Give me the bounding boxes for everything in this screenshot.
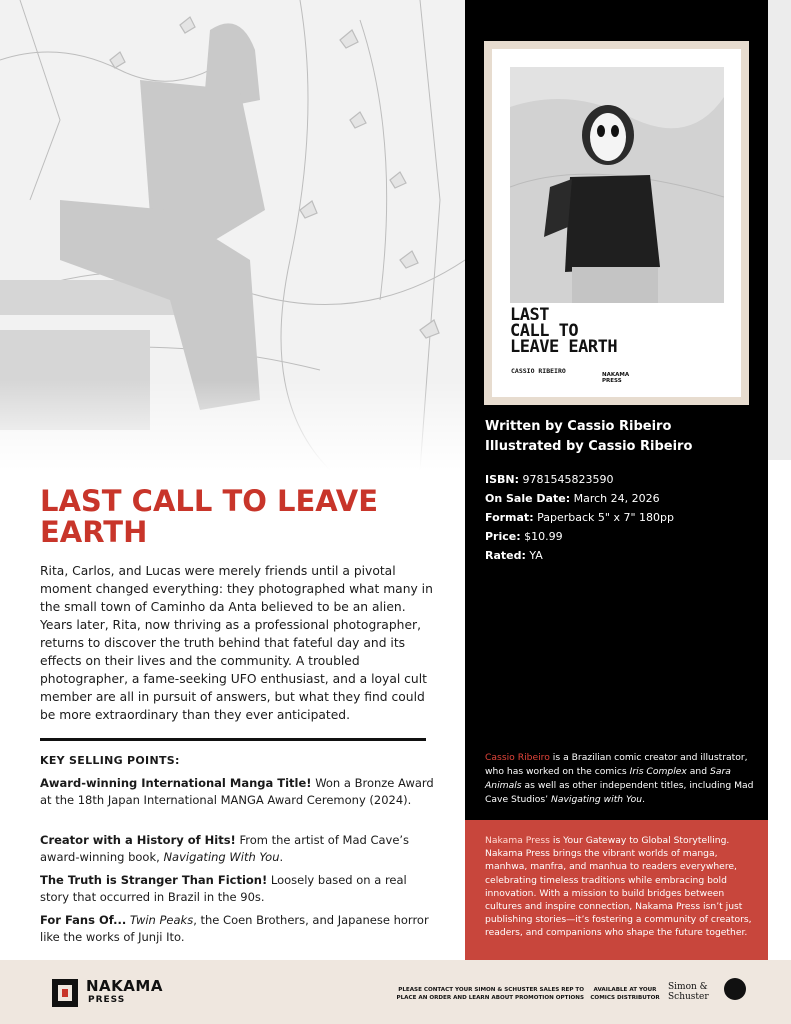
selling-point-lead: Award-winning International Manga Title!	[40, 776, 312, 790]
spec-value: Paperback 5" x 7" 180pp	[537, 511, 674, 524]
selling-point-text: , the Coen Brothers, and Japanese horror like the works of Junji Ito.	[40, 913, 429, 944]
spec-value: YA	[529, 549, 543, 562]
synopsis: Rita, Carlos, and Lucas were merely friends until a pivotal moment changed everything: they photographed what many in the small town of Caminho da Anta believed to be an alien. Years later, Rita, now thriving as a professional photographer, returns to discover the truth behind that fateful day and its effects on their lives and the community. A troubled photographer, a fame-seeking UFO enthusiast, and a loyal cult member are all in pursuit of answers, but what they find could be more extraordinary than they ever anticipated.	[40, 564, 433, 722]
cover-photo	[510, 67, 724, 303]
selling-point	[40, 832, 435, 866]
spec-on-sale-date	[485, 489, 674, 508]
page-title: LAST CALL TO LEAVE EARTH	[40, 484, 379, 549]
divider	[40, 738, 426, 741]
logo-wordmark: NAKAMA	[86, 977, 163, 995]
selling-point-lead: Creator with a History of Hits!	[40, 833, 236, 847]
selling-point-text: Loosely based on a real story that occurred in Brazil in the 90s.	[40, 873, 407, 904]
nakama-logo-mark	[50, 977, 80, 1009]
selling-point-lead: The Truth is Stranger Than Fiction!	[40, 873, 268, 887]
spec-label: On Sale Date:	[485, 492, 571, 505]
bio-text: and	[686, 766, 711, 777]
bio-title: Iris Complex	[629, 766, 687, 777]
bio-text: .	[642, 794, 646, 805]
availability-line: COMICS DISTRIBUTOR	[590, 995, 660, 1001]
spec-value: $10.99	[524, 530, 563, 543]
selling-point	[40, 872, 435, 906]
availability-line: AVAILABLE AT YOUR	[593, 987, 657, 993]
selling-point	[40, 775, 435, 809]
nakama-press-logo	[50, 977, 163, 1013]
book-specs	[485, 470, 674, 565]
spec-label: ISBN:	[485, 473, 520, 486]
cover-logo-line: PRESS	[602, 378, 622, 384]
writer-credit: Written by Cassio Ribeiro	[485, 419, 672, 434]
publisher-name: Nakama Press	[485, 835, 550, 846]
ss-line: Schuster	[668, 992, 709, 1002]
simon-schuster-logo	[668, 982, 709, 1002]
selling-point-text: .	[279, 850, 284, 864]
cover-publisher-logo	[602, 372, 629, 384]
spec-value: March 24, 2026	[573, 492, 660, 505]
credits	[485, 417, 692, 457]
cover-title-line: LEAVE EARTH	[510, 337, 618, 357]
spec-isbn	[485, 470, 674, 489]
logo-subword: PRESS	[88, 995, 126, 1005]
spec-format	[485, 508, 674, 527]
selling-points-heading: KEY SELLING POINTS:	[40, 754, 180, 767]
cover-logo-line: NAKAMA	[602, 372, 630, 378]
distributor-logo-icon	[724, 978, 746, 1000]
bio-title: Navigating with You	[550, 794, 643, 805]
contact-note	[380, 986, 584, 1002]
illustrator-credit: Illustrated by Cassio Ribeiro	[485, 439, 693, 454]
bio-title: Sara Animals	[485, 766, 731, 791]
spec-rated	[485, 546, 674, 565]
selling-point-text: Won a Bronze Award at the 18th Japan International MANGA Award Ceremony (2024).	[40, 776, 434, 807]
cover-page	[492, 49, 741, 397]
selling-point-text: From the artist of Mad Cave’s award-winning book,	[40, 833, 410, 864]
cover-title-line: CALL TO	[510, 321, 579, 341]
hero-fade	[0, 380, 465, 470]
ss-line: Simon &	[668, 982, 708, 992]
bio-text: as well as other independent titles, including Mad Cave Studios’	[485, 780, 754, 805]
spec-price	[485, 527, 674, 546]
contact-line: PLACE AN ORDER AND LEARN ABOUT PROMOTION OPTIONS	[396, 995, 584, 1001]
spec-label: Price:	[485, 530, 521, 543]
cover-title-line: LAST	[510, 305, 549, 325]
bio-text: is a Brazilian comic creator and illustrator, who has worked on the comics	[485, 752, 748, 777]
publisher-about	[485, 834, 755, 940]
publisher-text: is Your Gateway to Global Storytelling. Nakama Press brings the vibrant worlds of manga, manhwa, manfra, and manhua to readers everywhere, celebrating timeless traditions while embracing bold innovation. With a mission to build bridges between cultures and inspire connection, Nakama Press isn’t just publishing stories—it’s fostering a community of creators, readers, and companions who shape the future together.	[485, 835, 752, 939]
cover-title	[510, 307, 617, 355]
availability-note	[590, 986, 660, 1002]
right-edge-illustration	[768, 0, 791, 460]
spec-label: Format:	[485, 511, 534, 524]
creator-bio	[485, 751, 755, 807]
book-cover	[484, 41, 749, 405]
spec-label: Rated:	[485, 549, 526, 562]
cover-author: CASSIO RIBEIRO	[511, 367, 566, 375]
selling-point-title: Navigating With You	[163, 850, 280, 864]
selling-point-lead: For Fans Of...	[40, 913, 127, 927]
contact-line: PLEASE CONTACT YOUR SIMON & SCHUSTER SALES REP TO	[398, 987, 584, 993]
selling-point-title: Twin Peaks	[129, 913, 194, 927]
selling-point	[40, 912, 435, 946]
spec-value: 9781545823590	[522, 473, 614, 486]
creator-name: Cassio Ribeiro	[485, 752, 550, 763]
